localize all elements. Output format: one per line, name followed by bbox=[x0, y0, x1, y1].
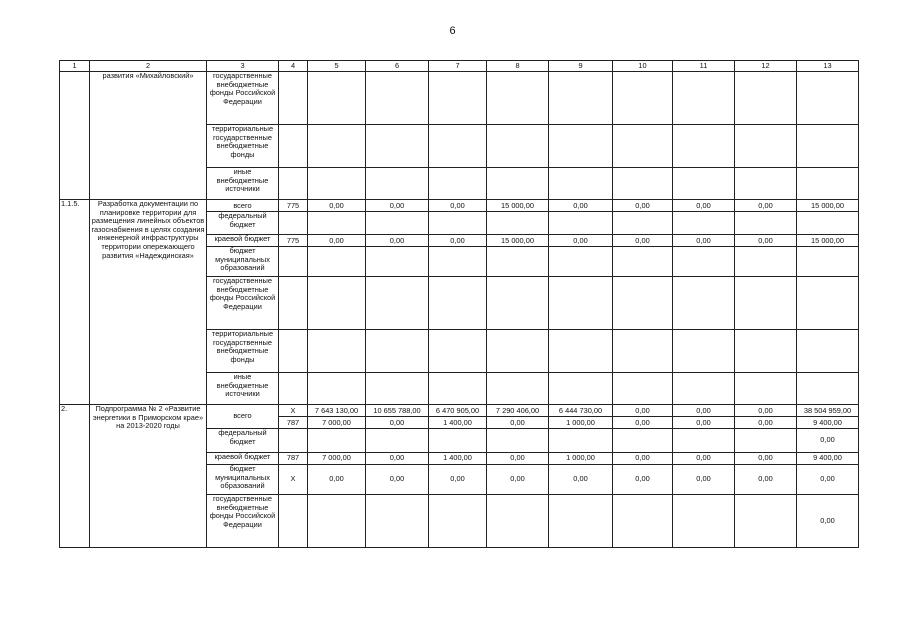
value-cell: 0,00 bbox=[735, 235, 797, 247]
value-cell: 0,00 bbox=[366, 200, 429, 212]
table-row bbox=[60, 72, 859, 125]
item-name-cell: развития «Михайловский» bbox=[90, 72, 207, 200]
empty-cell bbox=[549, 72, 613, 125]
value-cell bbox=[673, 212, 735, 235]
value-cell: 0,00 bbox=[308, 465, 366, 495]
value-cell bbox=[673, 495, 735, 548]
value-cell: 15 000,00 bbox=[797, 235, 859, 247]
value-cell bbox=[549, 495, 613, 548]
item-name-cell: Подпрограмма № 2 «Развитие энергетики в Приморском крае» на 2013-2020 годы bbox=[90, 405, 207, 548]
empty-cell bbox=[429, 125, 487, 168]
code-cell: X bbox=[279, 465, 308, 495]
column-header: 2 bbox=[90, 61, 207, 72]
funding-source-cell: государственные внебюджетные фонды Российской Федерации bbox=[207, 277, 279, 330]
value-cell bbox=[308, 373, 366, 405]
value-cell bbox=[549, 373, 613, 405]
column-header: 7 bbox=[429, 61, 487, 72]
value-cell: 0,00 bbox=[797, 465, 859, 495]
empty-cell bbox=[308, 168, 366, 200]
empty-cell bbox=[673, 168, 735, 200]
empty-cell bbox=[797, 72, 859, 125]
empty-cell bbox=[429, 72, 487, 125]
value-cell bbox=[613, 330, 673, 373]
value-cell bbox=[487, 429, 549, 453]
value-cell: 0,00 bbox=[549, 235, 613, 247]
value-cell: 0,00 bbox=[366, 235, 429, 247]
empty-cell bbox=[673, 72, 735, 125]
value-cell bbox=[308, 495, 366, 548]
empty-cell bbox=[429, 168, 487, 200]
value-cell: 0,00 bbox=[613, 200, 673, 212]
value-cell: 10 655 788,00 bbox=[366, 405, 429, 417]
code-cell bbox=[279, 212, 308, 235]
value-cell: 0,00 bbox=[735, 417, 797, 429]
empty-cell bbox=[549, 168, 613, 200]
value-cell: 1 000,00 bbox=[549, 453, 613, 465]
column-header: 9 bbox=[549, 61, 613, 72]
empty-cell bbox=[308, 125, 366, 168]
empty-cell bbox=[735, 168, 797, 200]
value-cell bbox=[613, 277, 673, 330]
funding-source-cell: краевой бюджет bbox=[207, 453, 279, 465]
empty-cell bbox=[279, 168, 308, 200]
code-cell: 787 bbox=[279, 417, 308, 429]
value-cell bbox=[366, 429, 429, 453]
empty-cell bbox=[613, 125, 673, 168]
code-cell: X bbox=[279, 405, 308, 417]
value-cell bbox=[549, 429, 613, 453]
value-cell bbox=[735, 429, 797, 453]
column-header: 11 bbox=[673, 61, 735, 72]
empty-cell bbox=[366, 168, 429, 200]
value-cell: 7 000,00 bbox=[308, 453, 366, 465]
value-cell: 6 444 730,00 bbox=[549, 405, 613, 417]
value-cell: 0,00 bbox=[673, 235, 735, 247]
value-cell bbox=[549, 212, 613, 235]
table-row bbox=[60, 405, 859, 417]
value-cell: 1 400,00 bbox=[429, 417, 487, 429]
value-cell bbox=[487, 247, 549, 277]
value-cell: 15 000,00 bbox=[487, 235, 549, 247]
value-cell bbox=[487, 330, 549, 373]
value-cell bbox=[549, 247, 613, 277]
value-cell: 0,00 bbox=[613, 405, 673, 417]
code-cell bbox=[279, 495, 308, 548]
value-cell bbox=[487, 277, 549, 330]
value-cell: 0,00 bbox=[366, 465, 429, 495]
funding-source-cell: бюджет муниципальных образований bbox=[207, 247, 279, 277]
funding-source-cell: государственные внебюджетные фонды Российской Федерации bbox=[207, 495, 279, 548]
value-cell: 0,00 bbox=[673, 453, 735, 465]
value-cell bbox=[797, 247, 859, 277]
value-cell: 0,00 bbox=[487, 417, 549, 429]
funding-source-cell: федеральный бюджет bbox=[207, 212, 279, 235]
value-cell: 0,00 bbox=[487, 453, 549, 465]
value-cell bbox=[797, 330, 859, 373]
funding-source-cell: федеральный бюджет bbox=[207, 429, 279, 453]
empty-cell bbox=[797, 125, 859, 168]
value-cell: 0,00 bbox=[487, 465, 549, 495]
empty-cell bbox=[797, 168, 859, 200]
funding-source-cell: государственные внебюджетные фонды Российской Федерации bbox=[207, 72, 279, 125]
value-cell bbox=[429, 495, 487, 548]
value-cell: 7 290 406,00 bbox=[487, 405, 549, 417]
value-cell bbox=[308, 212, 366, 235]
value-cell bbox=[797, 373, 859, 405]
item-number-cell: 1.1.5. bbox=[60, 200, 90, 405]
value-cell bbox=[487, 495, 549, 548]
value-cell: 0,00 bbox=[797, 429, 859, 453]
value-cell bbox=[308, 277, 366, 330]
column-header: 1 bbox=[60, 61, 90, 72]
value-cell: 9 400,00 bbox=[797, 453, 859, 465]
value-cell: 0,00 bbox=[308, 200, 366, 212]
empty-cell bbox=[366, 125, 429, 168]
value-cell: 0,00 bbox=[308, 235, 366, 247]
value-cell bbox=[797, 212, 859, 235]
code-cell: 775 bbox=[279, 200, 308, 212]
value-cell bbox=[613, 495, 673, 548]
value-cell bbox=[366, 330, 429, 373]
value-cell bbox=[673, 330, 735, 373]
value-cell: 0,00 bbox=[673, 465, 735, 495]
value-cell: 7 000,00 bbox=[308, 417, 366, 429]
empty-cell bbox=[735, 125, 797, 168]
value-cell: 9 400,00 bbox=[797, 417, 859, 429]
value-cell bbox=[797, 277, 859, 330]
value-cell: 7 643 130,00 bbox=[308, 405, 366, 417]
value-cell: 0,00 bbox=[429, 465, 487, 495]
value-cell bbox=[366, 212, 429, 235]
code-cell bbox=[279, 373, 308, 405]
value-cell: 0,00 bbox=[613, 235, 673, 247]
column-header: 10 bbox=[613, 61, 673, 72]
value-cell bbox=[308, 247, 366, 277]
funding-source-cell: территориальные государственные внебюджетные фонды bbox=[207, 330, 279, 373]
empty-cell bbox=[487, 168, 549, 200]
empty-cell bbox=[308, 72, 366, 125]
value-cell: 0,00 bbox=[366, 417, 429, 429]
value-cell bbox=[366, 373, 429, 405]
empty-cell bbox=[735, 72, 797, 125]
value-cell bbox=[429, 429, 487, 453]
value-cell bbox=[735, 212, 797, 235]
value-cell bbox=[673, 277, 735, 330]
value-cell bbox=[366, 495, 429, 548]
value-cell: 1 400,00 bbox=[429, 453, 487, 465]
value-cell: 15 000,00 bbox=[487, 200, 549, 212]
budget-table bbox=[59, 60, 859, 548]
value-cell: 0,00 bbox=[613, 465, 673, 495]
value-cell: 0,00 bbox=[673, 200, 735, 212]
header-row bbox=[60, 61, 859, 72]
funding-source-cell: иные внебюджетные источники bbox=[207, 168, 279, 200]
value-cell bbox=[613, 429, 673, 453]
value-cell bbox=[735, 247, 797, 277]
column-header: 6 bbox=[366, 61, 429, 72]
column-header: 4 bbox=[279, 61, 308, 72]
value-cell bbox=[735, 277, 797, 330]
value-cell: 38 504 959,00 bbox=[797, 405, 859, 417]
empty-cell bbox=[487, 72, 549, 125]
item-name-cell: Разработка документации по планировке территории для размещения линейных объектов газоснабжения в целях создания инженерной инфраструктуры территории опережающего развития «Надеждинская» bbox=[90, 200, 207, 405]
value-cell: 0,00 bbox=[366, 453, 429, 465]
value-cell: 15 000,00 bbox=[797, 200, 859, 212]
value-cell bbox=[308, 429, 366, 453]
empty-cell bbox=[487, 125, 549, 168]
value-cell bbox=[366, 247, 429, 277]
funding-source-cell: краевой бюджет bbox=[207, 235, 279, 247]
value-cell bbox=[429, 330, 487, 373]
value-cell bbox=[735, 495, 797, 548]
value-cell: 0,00 bbox=[735, 200, 797, 212]
value-cell bbox=[429, 212, 487, 235]
value-cell bbox=[673, 429, 735, 453]
value-cell bbox=[366, 277, 429, 330]
column-header: 8 bbox=[487, 61, 549, 72]
value-cell bbox=[735, 373, 797, 405]
value-cell: 0,00 bbox=[549, 200, 613, 212]
value-cell bbox=[613, 373, 673, 405]
value-cell bbox=[673, 373, 735, 405]
value-cell: 0,00 bbox=[735, 405, 797, 417]
value-cell bbox=[613, 212, 673, 235]
code-cell bbox=[279, 429, 308, 453]
value-cell bbox=[549, 277, 613, 330]
funding-source-cell: иные внебюджетные источники bbox=[207, 373, 279, 405]
empty-cell bbox=[613, 168, 673, 200]
value-cell bbox=[735, 330, 797, 373]
value-cell: 0,00 bbox=[797, 495, 859, 548]
funding-source-cell: всего bbox=[207, 200, 279, 212]
value-cell bbox=[308, 330, 366, 373]
column-header: 3 bbox=[207, 61, 279, 72]
empty-cell bbox=[613, 72, 673, 125]
value-cell: 0,00 bbox=[429, 235, 487, 247]
value-cell: 0,00 bbox=[673, 405, 735, 417]
value-cell: 6 470 905,00 bbox=[429, 405, 487, 417]
code-cell: 775 bbox=[279, 235, 308, 247]
value-cell bbox=[613, 247, 673, 277]
item-number-cell: 2. bbox=[60, 405, 90, 548]
table-body bbox=[60, 61, 859, 548]
code-cell bbox=[279, 277, 308, 330]
value-cell: 0,00 bbox=[735, 465, 797, 495]
empty-cell bbox=[279, 72, 308, 125]
empty-cell bbox=[549, 125, 613, 168]
value-cell: 1 000,00 bbox=[549, 417, 613, 429]
value-cell: 0,00 bbox=[613, 453, 673, 465]
value-cell: 0,00 bbox=[429, 200, 487, 212]
value-cell: 0,00 bbox=[613, 417, 673, 429]
value-cell bbox=[673, 247, 735, 277]
value-cell bbox=[429, 277, 487, 330]
funding-source-cell: всего bbox=[207, 405, 279, 429]
code-cell bbox=[279, 247, 308, 277]
page-number: 6 bbox=[449, 25, 456, 37]
code-cell bbox=[279, 330, 308, 373]
column-header: 5 bbox=[308, 61, 366, 72]
value-cell: 0,00 bbox=[549, 465, 613, 495]
column-header: 12 bbox=[735, 61, 797, 72]
value-cell bbox=[429, 247, 487, 277]
item-number-cell bbox=[60, 72, 90, 200]
funding-source-cell: территориальные государственные внебюджетные фонды bbox=[207, 125, 279, 168]
value-cell bbox=[429, 373, 487, 405]
column-header: 13 bbox=[797, 61, 859, 72]
table-row bbox=[60, 200, 859, 212]
empty-cell bbox=[673, 125, 735, 168]
empty-cell bbox=[366, 72, 429, 125]
value-cell: 0,00 bbox=[735, 453, 797, 465]
value-cell bbox=[487, 373, 549, 405]
value-cell bbox=[549, 330, 613, 373]
value-cell: 0,00 bbox=[673, 417, 735, 429]
value-cell bbox=[487, 212, 549, 235]
code-cell: 787 bbox=[279, 453, 308, 465]
empty-cell bbox=[279, 125, 308, 168]
funding-source-cell: бюджет муниципальных образований bbox=[207, 465, 279, 495]
